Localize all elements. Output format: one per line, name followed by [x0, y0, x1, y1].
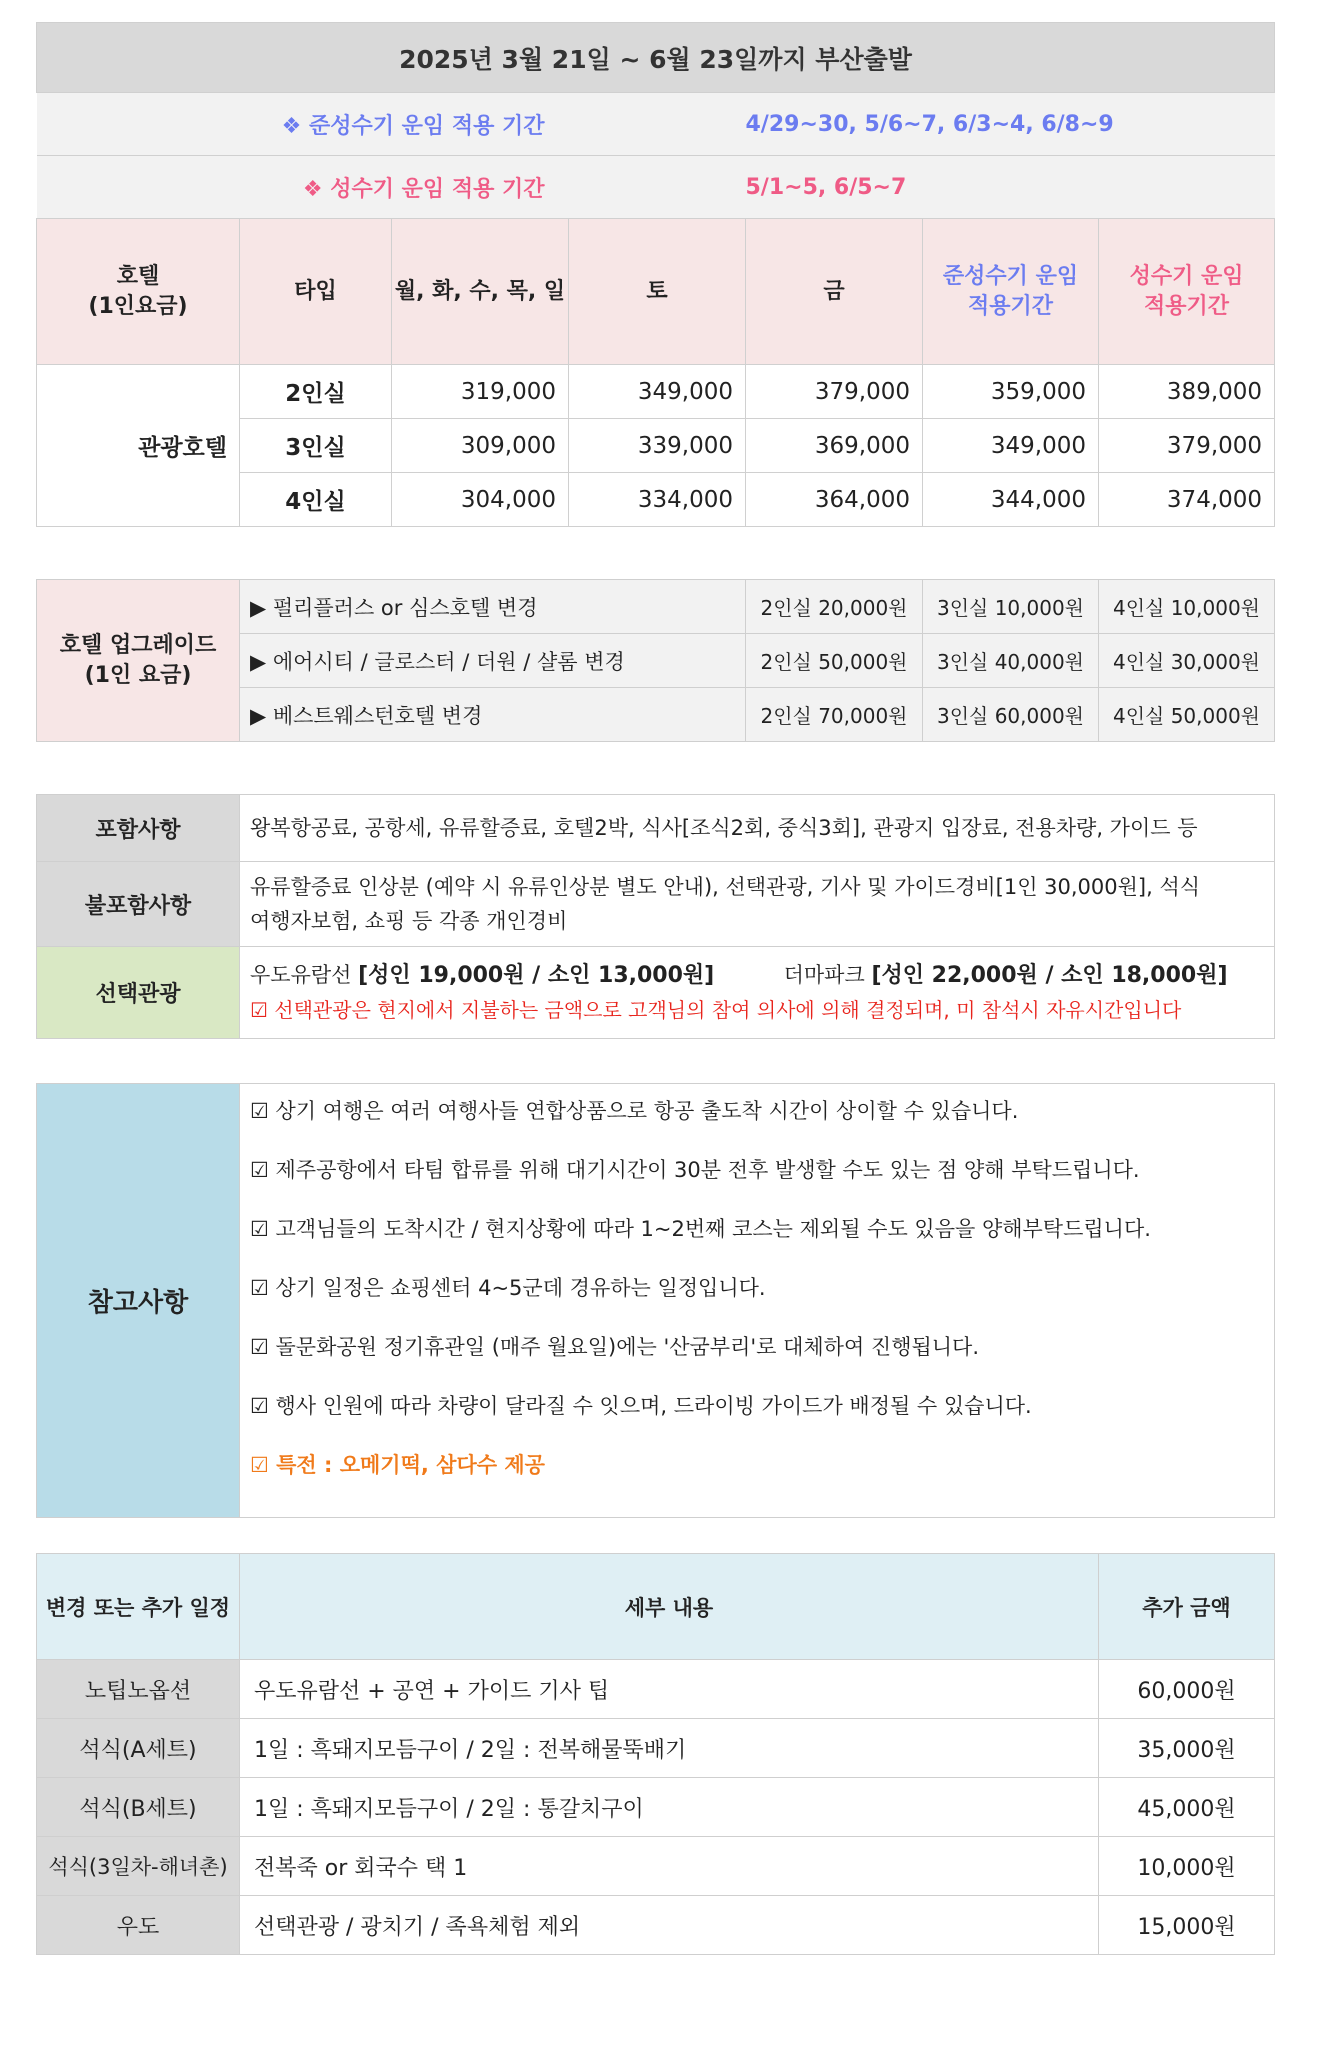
extra-desc: 선택관광 / 광치기 / 족욕체험 제외 [240, 1896, 1099, 1955]
price-cell: 319,000 [392, 365, 569, 419]
excluded-text: 유류할증료 인상분 (예약 시 유류인상분 별도 안내), 선택관광, 기사 및 가이드경비[1인 30,000원], 석식 여행자보험, 쇼핑 등 각종 개인경비 [240, 862, 1275, 947]
note-item: ☑ 고객님들의 도착시간 / 현지상황에 따라 1~2번째 코스는 제외될 수도 있음을 양해부탁드립니다. [250, 1217, 1151, 1241]
extra-price: 15,000원 [1099, 1896, 1275, 1955]
price-header-row [37, 219, 1275, 365]
upgrade-price: 2인실 70,000원 [746, 688, 923, 742]
extra-name: 석식(3일차-해녀촌) [37, 1837, 240, 1896]
header-fri: 금 [746, 219, 923, 365]
extra-desc: 1일 : 흑돼지모듬구이 / 2일 : 전복해물뚝배기 [240, 1719, 1099, 1778]
extra-name: 석식(B세트) [37, 1778, 240, 1837]
inclusion-table [36, 794, 1275, 1039]
table-row [37, 580, 1275, 634]
excluded-label: 불포함사항 [37, 862, 240, 947]
table-row [37, 1837, 1275, 1896]
price-cell: 339,000 [569, 419, 746, 473]
semi-peak-period-row [37, 93, 1275, 156]
extra-name: 우도 [37, 1896, 240, 1955]
extra-price: 60,000원 [1099, 1660, 1275, 1719]
room-type: 3인실 [240, 419, 392, 473]
peak-period-dates: 5/1~5, 6/5~7 [746, 156, 1275, 219]
price-cell: 309,000 [392, 419, 569, 473]
upgrade-desc: ▶ 베스트웨스턴호텔 변경 [240, 688, 746, 742]
extras-table [36, 1553, 1275, 1955]
price-cell: 359,000 [923, 365, 1099, 419]
upgrade-price: 4인실 30,000원 [1099, 634, 1275, 688]
upgrade-table [36, 579, 1275, 742]
price-cell: 349,000 [569, 365, 746, 419]
special-benefit: ☑ 특전 : 오메기떡, 삼다수 제공 [250, 1453, 545, 1477]
upgrade-price: 3인실 60,000원 [923, 688, 1099, 742]
note-item: ☑ 상기 일정은 쇼핑센터 4~5군데 경유하는 일정입니다. [250, 1276, 766, 1300]
price-cell: 334,000 [569, 473, 746, 527]
note-item: ☑ 제주공항에서 타팀 합류를 위해 대기시간이 30분 전후 발생할 수도 있는 점 양해 부탁드립니다. [250, 1158, 1140, 1182]
extra-price: 45,000원 [1099, 1778, 1275, 1837]
optional-text [240, 947, 1275, 1039]
upgrade-price: 2인실 20,000원 [746, 580, 923, 634]
extra-name: 석식(A세트) [37, 1719, 240, 1778]
extra-desc: 우도유람선 + 공연 + 가이드 기사 팁 [240, 1660, 1099, 1719]
notes-label: 참고사항 [37, 1084, 240, 1518]
semi-peak-period-label: ❖ 준성수기 운임 적용 기간 [37, 93, 569, 156]
extra-desc: 전복죽 or 회국수 택 1 [240, 1837, 1099, 1896]
price-cell: 374,000 [1099, 473, 1275, 527]
hotel-name: 관광호텔 [37, 365, 240, 527]
header-semi-peak: 준성수기 운임 적용기간 [923, 219, 1099, 365]
upgrade-desc: ▶ 에어시티 / 글로스터 / 더원 / 샬롬 변경 [240, 634, 746, 688]
room-type: 4인실 [240, 473, 392, 527]
price-cell: 344,000 [923, 473, 1099, 527]
peak-period-label: ❖ 성수기 운임 적용 기간 [37, 156, 569, 219]
table-row [37, 1719, 1275, 1778]
peak-period-row [37, 156, 1275, 219]
room-type: 2인실 [240, 365, 392, 419]
included-text: 왕복항공료, 공항세, 유류할증료, 호텔2박, 식사[조식2회, 중식3회], 관광지 입장료, 전용차량, 가이드 등 [240, 795, 1275, 862]
optional-label: 선택관광 [37, 947, 240, 1039]
table-row [37, 1778, 1275, 1837]
notes-content [240, 1084, 1275, 1518]
extra-price: 35,000원 [1099, 1719, 1275, 1778]
optional-a-price: [성인 19,000원 / 소인 13,000원] [358, 963, 715, 988]
table-row [37, 1084, 1275, 1518]
optional-b-price: [성인 22,000원 / 소인 18,000원] [871, 963, 1228, 988]
price-cell: 304,000 [392, 473, 569, 527]
header-hotel: 호텔 (1인요금) [37, 219, 240, 365]
table-row [37, 795, 1275, 862]
departure-banner: 2025년 3월 21일 ~ 6월 23일까지 부산출발 [37, 23, 1275, 93]
header-sat: 토 [569, 219, 746, 365]
extras-header-price: 추가 금액 [1099, 1554, 1275, 1660]
extra-desc: 1일 : 흑돼지모듬구이 / 2일 : 통갈치구이 [240, 1778, 1099, 1837]
upgrade-price: 3인실 10,000원 [923, 580, 1099, 634]
upgrade-price: 4인실 10,000원 [1099, 580, 1275, 634]
table-row [37, 947, 1275, 1039]
upgrade-header: 호텔 업그레이드 (1인 요금) [37, 580, 240, 742]
note-item: ☑ 상기 여행은 여러 여행사들 연합상품으로 항공 출도착 시간이 상이할 수 있습니다. [250, 1099, 1019, 1123]
extras-header-name: 변경 또는 추가 일정 [37, 1554, 240, 1660]
upgrade-section [36, 579, 1274, 742]
price-section [36, 22, 1274, 527]
extras-section [36, 1553, 1274, 1955]
optional-note: ☑ 선택관광은 현지에서 지불하는 금액으로 고객님의 참여 의사에 의해 결정되며, 미 참석시 자유시간입니다 [250, 998, 1182, 1022]
semi-peak-period-dates: 4/29~30, 5/6~7, 6/3~4, 6/8~9 [746, 93, 1275, 156]
price-cell: 379,000 [1099, 419, 1275, 473]
optional-b-name: 더마파크 [783, 963, 865, 987]
upgrade-price: 2인실 50,000원 [746, 634, 923, 688]
extra-price: 10,000원 [1099, 1837, 1275, 1896]
header-weekday: 월, 화, 수, 목, 일 [392, 219, 569, 365]
note-item: ☑ 행사 인원에 따라 차량이 달라질 수 잇으며, 드라이빙 가이드가 배정될 수 있습니다. [250, 1394, 1032, 1418]
upgrade-desc: ▶ 펄리플러스 or 심스호텔 변경 [240, 580, 746, 634]
notes-section [36, 1083, 1274, 1518]
inclusion-section [36, 794, 1274, 1039]
price-cell: 379,000 [746, 365, 923, 419]
included-label: 포함사항 [37, 795, 240, 862]
note-item: ☑ 돌문화공원 정기휴관일 (매주 월요일)에는 '산굼부리'로 대체하여 진행됩니다. [250, 1335, 980, 1359]
extras-header-desc: 세부 내용 [240, 1554, 1099, 1660]
price-cell: 364,000 [746, 473, 923, 527]
notes-table [36, 1083, 1275, 1518]
table-row [37, 1896, 1275, 1955]
extras-header-row [37, 1554, 1275, 1660]
price-cell: 369,000 [746, 419, 923, 473]
price-cell: 349,000 [923, 419, 1099, 473]
upgrade-price: 4인실 50,000원 [1099, 688, 1275, 742]
table-row [37, 1660, 1275, 1719]
upgrade-price: 3인실 40,000원 [923, 634, 1099, 688]
header-peak: 성수기 운임 적용기간 [1099, 219, 1275, 365]
extra-name: 노팁노옵션 [37, 1660, 240, 1719]
header-type: 타입 [240, 219, 392, 365]
table-row [37, 365, 1275, 419]
price-table [36, 22, 1275, 527]
optional-a-name: 우도유람선 [250, 963, 352, 987]
table-row [37, 862, 1275, 947]
price-cell: 389,000 [1099, 365, 1275, 419]
